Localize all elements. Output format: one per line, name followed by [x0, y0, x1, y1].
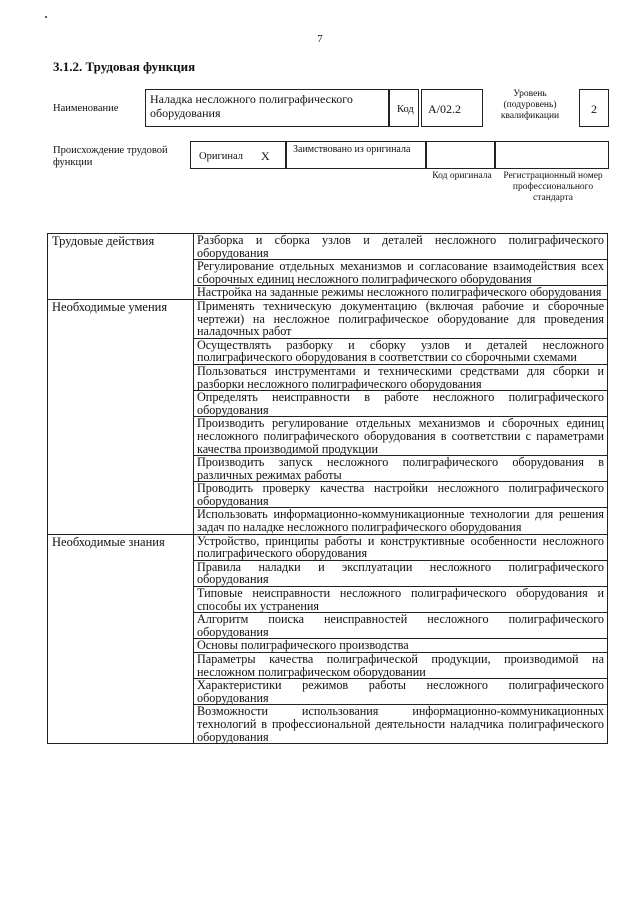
list-item: Возможности использования информационно-коммуникационных технологий в профессиональной деятельности наладчика полиграфического оборудования [194, 705, 608, 744]
table-row [48, 299, 608, 338]
list-item: Применять техническую документацию (включая рабочие и сборочные чертежи) на несложное полиграфическое оборудование для проведения наладочных работ [194, 299, 608, 338]
list-item: Характеристики режимов работы несложного полиграфического оборудования [194, 679, 608, 705]
reg-number-box [495, 141, 609, 169]
list-item: Производить регулирование отдельных механизмов и сборочных единиц несложного полиграфического оборудования в соответствии с параметрами качества производимой продукции [194, 417, 608, 456]
name-value: Наладка несложного полиграфического оборудования [150, 92, 353, 120]
borrowed-label: Заимствовано из оригинала [293, 144, 411, 155]
list-item: Осуществлять разборку и сборку узлов и деталей несложного полиграфического оборудования в соответствии со сборочными схемами [194, 338, 608, 364]
code-label: Код [397, 104, 414, 115]
function-table [47, 233, 608, 744]
page-number: 7 [317, 33, 323, 45]
origin-code-box [426, 141, 495, 169]
level-label: Уровень (подуровень) квалификации [500, 89, 560, 121]
list-item: Определять неисправности в работе несложного полиграфического оборудования [194, 391, 608, 417]
table-row [48, 234, 608, 260]
list-item: Правила наладки и эксплуатации несложного полиграфического оборудования [194, 560, 608, 586]
borrowed-box [286, 141, 426, 169]
list-item: Проводить проверку качества настройки несложного полиграфического оборудования [194, 482, 608, 508]
code-label-box [389, 89, 419, 127]
name-label: Наименование [53, 103, 119, 114]
list-item: Настройка на заданные режимы несложного полиграфического оборудования [194, 286, 608, 300]
category-cell: Необходимые умения [48, 299, 194, 534]
reg-number-caption: Регистрационный номер профессионального стандарта [503, 171, 603, 203]
level-value: 2 [591, 102, 597, 116]
list-item: Устройство, принципы работы и конструктивные особенности несложного полиграфического оборудования [194, 534, 608, 560]
list-item: Разборка и сборка узлов и деталей несложного полиграфического оборудования [194, 234, 608, 260]
original-box [190, 141, 286, 169]
name-value-box [145, 89, 389, 127]
section-title: 3.1.2. Трудовая функция [53, 59, 196, 74]
list-item: Основы полиграфического производства [194, 639, 608, 653]
list-item: Использовать информационно-коммуникационные технологии для решения задач по наладке несложного полиграфического оборудования [194, 508, 608, 534]
list-item: Регулирование отдельных механизмов и согласование взаимодействия всех сборочных единиц несложного полиграфического оборудования [194, 260, 608, 286]
category-cell: Необходимые знания [48, 534, 194, 744]
scan-speck [45, 16, 47, 18]
origin-label: Происхождение трудовой функции [53, 145, 168, 168]
list-item: Производить запуск несложного полиграфического оборудования в различных режимах работы [194, 456, 608, 482]
list-item: Пользоваться инструментами и техническими средствами для сборки и разборки несложного полиграфического оборудования [194, 364, 608, 390]
code-value: А/02.2 [428, 102, 461, 116]
original-mark: X [261, 149, 270, 163]
code-value-box [421, 89, 483, 127]
list-item: Алгоритм поиска неисправностей несложного полиграфического оборудования [194, 613, 608, 639]
list-item: Параметры качества полиграфической продукции, производимой на несложном полиграфическом оборудовании [194, 653, 608, 679]
level-value-box [579, 89, 609, 127]
origin-code-caption: Код оригинала [432, 171, 492, 181]
list-item: Типовые неисправности несложного полиграфического оборудования и способы их устранения [194, 587, 608, 613]
original-label: Оригинал [199, 151, 243, 162]
table-row [48, 534, 608, 560]
category-cell: Трудовые действия [48, 234, 194, 300]
